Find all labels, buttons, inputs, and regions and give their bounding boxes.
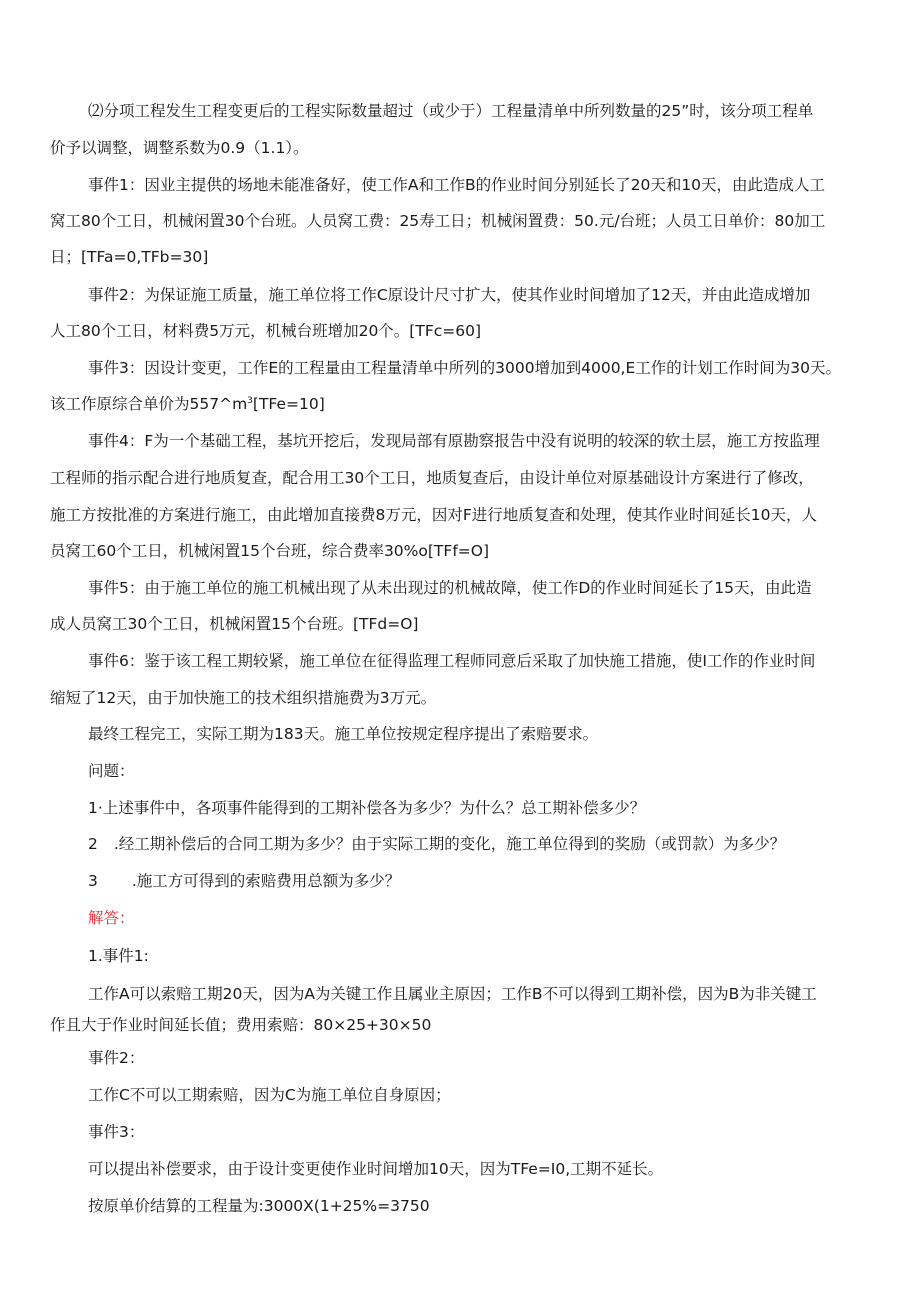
answer-event-3: 可以提出补偿要求，由于设计变更使作业时间增加10天，因为TFe=I0,工期不延长。 xyxy=(88,1160,664,1178)
answer-event-2: 工作C不可以工期索赔，因为C为施工单位自身原因； xyxy=(88,1086,451,1104)
event-3-line-2-tf: [TFe=10] xyxy=(252,395,325,413)
question-3 xyxy=(88,870,400,892)
event-6-line-1: 事件6：鉴于该工程工期较紧，施工单位在征得监理工程师同意后采取了加快施工措施，使I工作的作业时间 xyxy=(88,652,816,670)
event-5-line-2: 成人员窝工30个工日，机械闲置15个台班。[TFd=O] xyxy=(50,615,419,633)
final-statement: 最终工程完工，实际工期为183天。施工单位按规定程序提出了索赔要求。 xyxy=(88,725,599,743)
event-1-line-3: 日；[TFa=0,TFb=30] xyxy=(50,248,209,266)
question-2 xyxy=(88,833,785,855)
question-2-text: .经工期补偿后的合同工期为多少？由于实际工期的变化，施工单位得到的奖励（或罚款）为多少？ xyxy=(113,835,786,853)
questions-label: 问题： xyxy=(88,762,135,780)
event-2-line-1: 事件2：为保证施工质量，施工单位将工作C原设计尺寸扩大，使其作业时间增加了12天，并由此造成增加 xyxy=(88,286,811,304)
event-6-line-2: 缩短了12天，由于加快施工的技术组织措施费为3万元。 xyxy=(50,689,437,707)
question-1: 1·上述事件中，各项事件能得到的工期补偿各为多少？为什么？总工期补偿多少？ xyxy=(88,799,646,817)
answer-event-1-line-1: 工作A可以索赔工期20天，因为A为关键工作且属业主原因；工作B不可以得到工期补偿，因为B为非关键工 xyxy=(88,985,817,1003)
rule-2-line-2: 价予以调整，调整系数为0.9（1.1）。 xyxy=(50,139,309,157)
answer-event-1-line-2: 作且大于作业时间延长值；费用索赔：80×25+30×50 xyxy=(50,1016,432,1034)
answer-event-2-label: 事件2： xyxy=(88,1049,145,1067)
event-3-line-2 xyxy=(50,393,325,415)
question-3-text: .施工方可得到的索赔费用总额为多少？ xyxy=(131,872,401,890)
event-1-line-1: 事件1：因业主提供的场地未能准备好，使工作A和工作B的作业时间分别延长了20天和10天，由此造成人工 xyxy=(88,176,826,194)
event-3-line-2-text: 该工作原综合单价为557^m xyxy=(50,395,248,413)
event-3-superscript: 3 xyxy=(247,395,253,406)
question-2-number: 2 xyxy=(88,835,98,853)
answer-event-3-label: 事件3： xyxy=(88,1123,145,1141)
question-3-number: 3 xyxy=(88,872,98,890)
event-4-line-2: 工程师的指示配合进行地质复查，配合用工30个工日，地质复查后，由设计单位对原基础设计方案进行了修改， xyxy=(50,469,814,487)
event-2-line-2: 人工80个工日，材料费5万元，机械台班增加20个。[TFc=60] xyxy=(50,322,482,340)
rule-2-line-1: ⑵分项工程发生工程变更后的工程实际数量超过（或少于）工程量清单中所列数量的25”时，该分项工程单 xyxy=(88,102,814,120)
event-4-line-4: 员窝工60个工日，机械闲置15个台班，综合费率30%o[TFf=O] xyxy=(50,542,490,560)
event-5-line-1: 事件5：由于施工单位的施工机械出现了从未出现过的机械故障，使工作D的作业时间延长了15天，由此造 xyxy=(88,579,812,597)
event-4-line-1: 事件4：F为一个基础工程，基坑开挖后，发现局部有原勘察报告中没有说明的较深的软土层，施工方按监理 xyxy=(88,432,820,450)
answer-event-1-label: 1.事件1: xyxy=(88,947,149,965)
answer-event-3-calc: 按原单价结算的工程量为:3000X(1+25%=3750 xyxy=(88,1197,430,1215)
answer-heading: 解答： xyxy=(88,909,135,927)
event-1-line-2: 窝工80个工日，机械闲置30个台班。人员窝工费：25寿工日；机械闲置费：50.元/台班；人员工日单价：80加工 xyxy=(50,212,826,230)
event-4-line-3: 施工方按批准的方案进行施工，由此增加直接费8万元，因对F进行地质复查和处理，使其作业时间延长10天，人 xyxy=(50,506,818,524)
event-3-line-1: 事件3：因设计变更，工作E的工程量由工程量清单中所列的3000增加到4000,E工作的计划工作时间为30天。 xyxy=(88,359,841,377)
